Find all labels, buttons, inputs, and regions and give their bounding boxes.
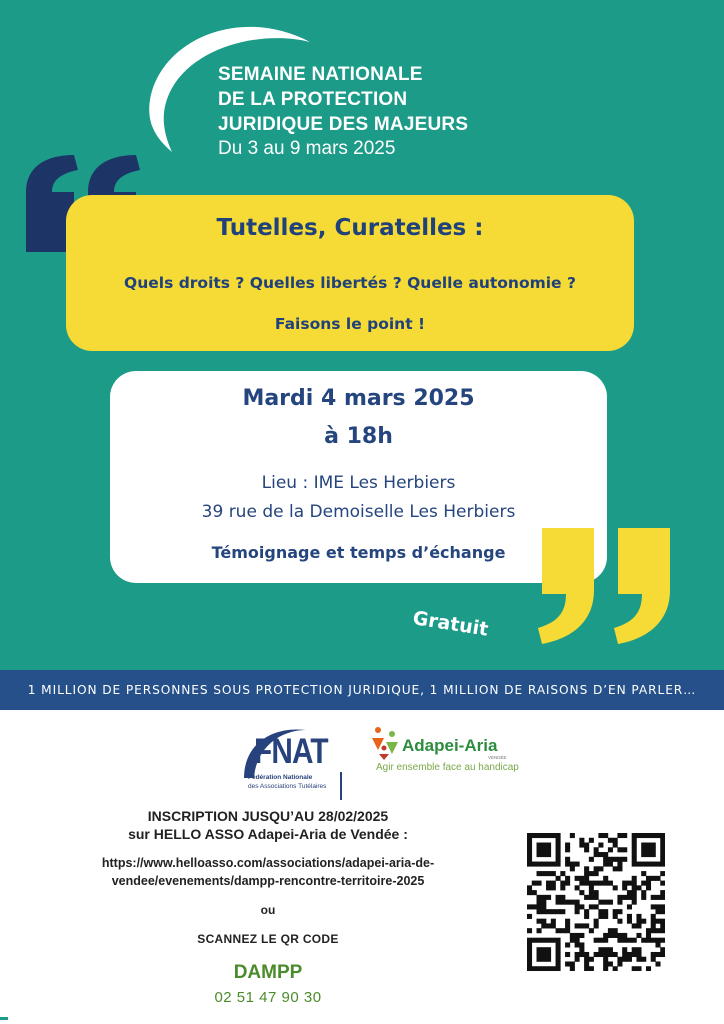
fnat-logo: [236, 722, 346, 800]
header-line-2: DE LA PROTECTION: [218, 89, 408, 110]
registration-line-1: INSCRIPTION JUSQU’AU 28/02/2025: [147, 808, 389, 824]
header-line-3: JURIDIQUE DES MAJEURS: [218, 114, 469, 135]
adapei-name: Adapei-Aria: [402, 736, 498, 755]
event-details-panel: [110, 371, 607, 583]
tagline-banner: 1 MILLION DE PERSONNES SOUS PROTECTION JURIDIQUE, 1 MILLION DE RAISONS D’EN PARLER…: [0, 670, 724, 710]
adapei-tagline: Agir ensemble face au handicap: [376, 762, 519, 773]
theme-panel: [66, 195, 634, 351]
corner-mark: [0, 1017, 8, 1020]
fnat-line-1: Fédération Nationale: [248, 774, 313, 781]
adapei-logo: [370, 722, 519, 788]
header-line-1: SEMAINE NATIONALE: [218, 64, 423, 85]
scan-qr-label: SCANNEZ LE QR CODE: [197, 932, 339, 946]
registration-url-line-1[interactable]: https://www.helloasso.com/associations/adapei-aria-de-: [101, 856, 435, 870]
event-format: Témoignage et temps d’échange: [211, 543, 506, 562]
registration-link[interactable]: [40, 854, 496, 890]
theme-title: Tutelles, Curatelles :: [216, 215, 484, 241]
closing-quote-icon: [534, 520, 684, 650]
theme-cta: Faisons le point !: [274, 315, 426, 333]
contact-name: DAMPP: [233, 962, 303, 983]
contact-phone[interactable]: 02 51 47 90 30: [214, 989, 322, 1006]
or-separator: ou: [260, 903, 276, 917]
registration-deadline: [68, 807, 468, 843]
header-dates: Du 3 au 9 mars 2025: [218, 138, 396, 159]
registration-line-2: sur HELLO ASSO Adapei-Aria de Vendée :: [128, 826, 408, 842]
event-header: [218, 62, 468, 161]
price-label: Gratuit: [411, 607, 490, 641]
event-time: à 18h: [324, 424, 393, 449]
qr-code[interactable]: [527, 833, 665, 971]
fnat-divider: [340, 772, 342, 800]
event-address: 39 rue de la Demoiselle Les Herbiers: [201, 502, 516, 522]
adapei-figures-icon: [370, 724, 404, 760]
theme-questions: Quels droits ? Quelles libertés ? Quelle autonomie ?: [124, 274, 576, 292]
event-location: Lieu : IME Les Herbiers: [261, 473, 456, 493]
registration-url-line-2[interactable]: vendee/evenements/dampp-rencontre-territoire-2025: [111, 874, 425, 888]
fnat-line-2: des Associations Tutélaires: [248, 783, 327, 790]
event-date: Mardi 4 mars 2025: [242, 386, 475, 411]
fnat-wordmark: FNAT: [254, 732, 328, 771]
adapei-region: VENDÉE: [488, 755, 507, 760]
